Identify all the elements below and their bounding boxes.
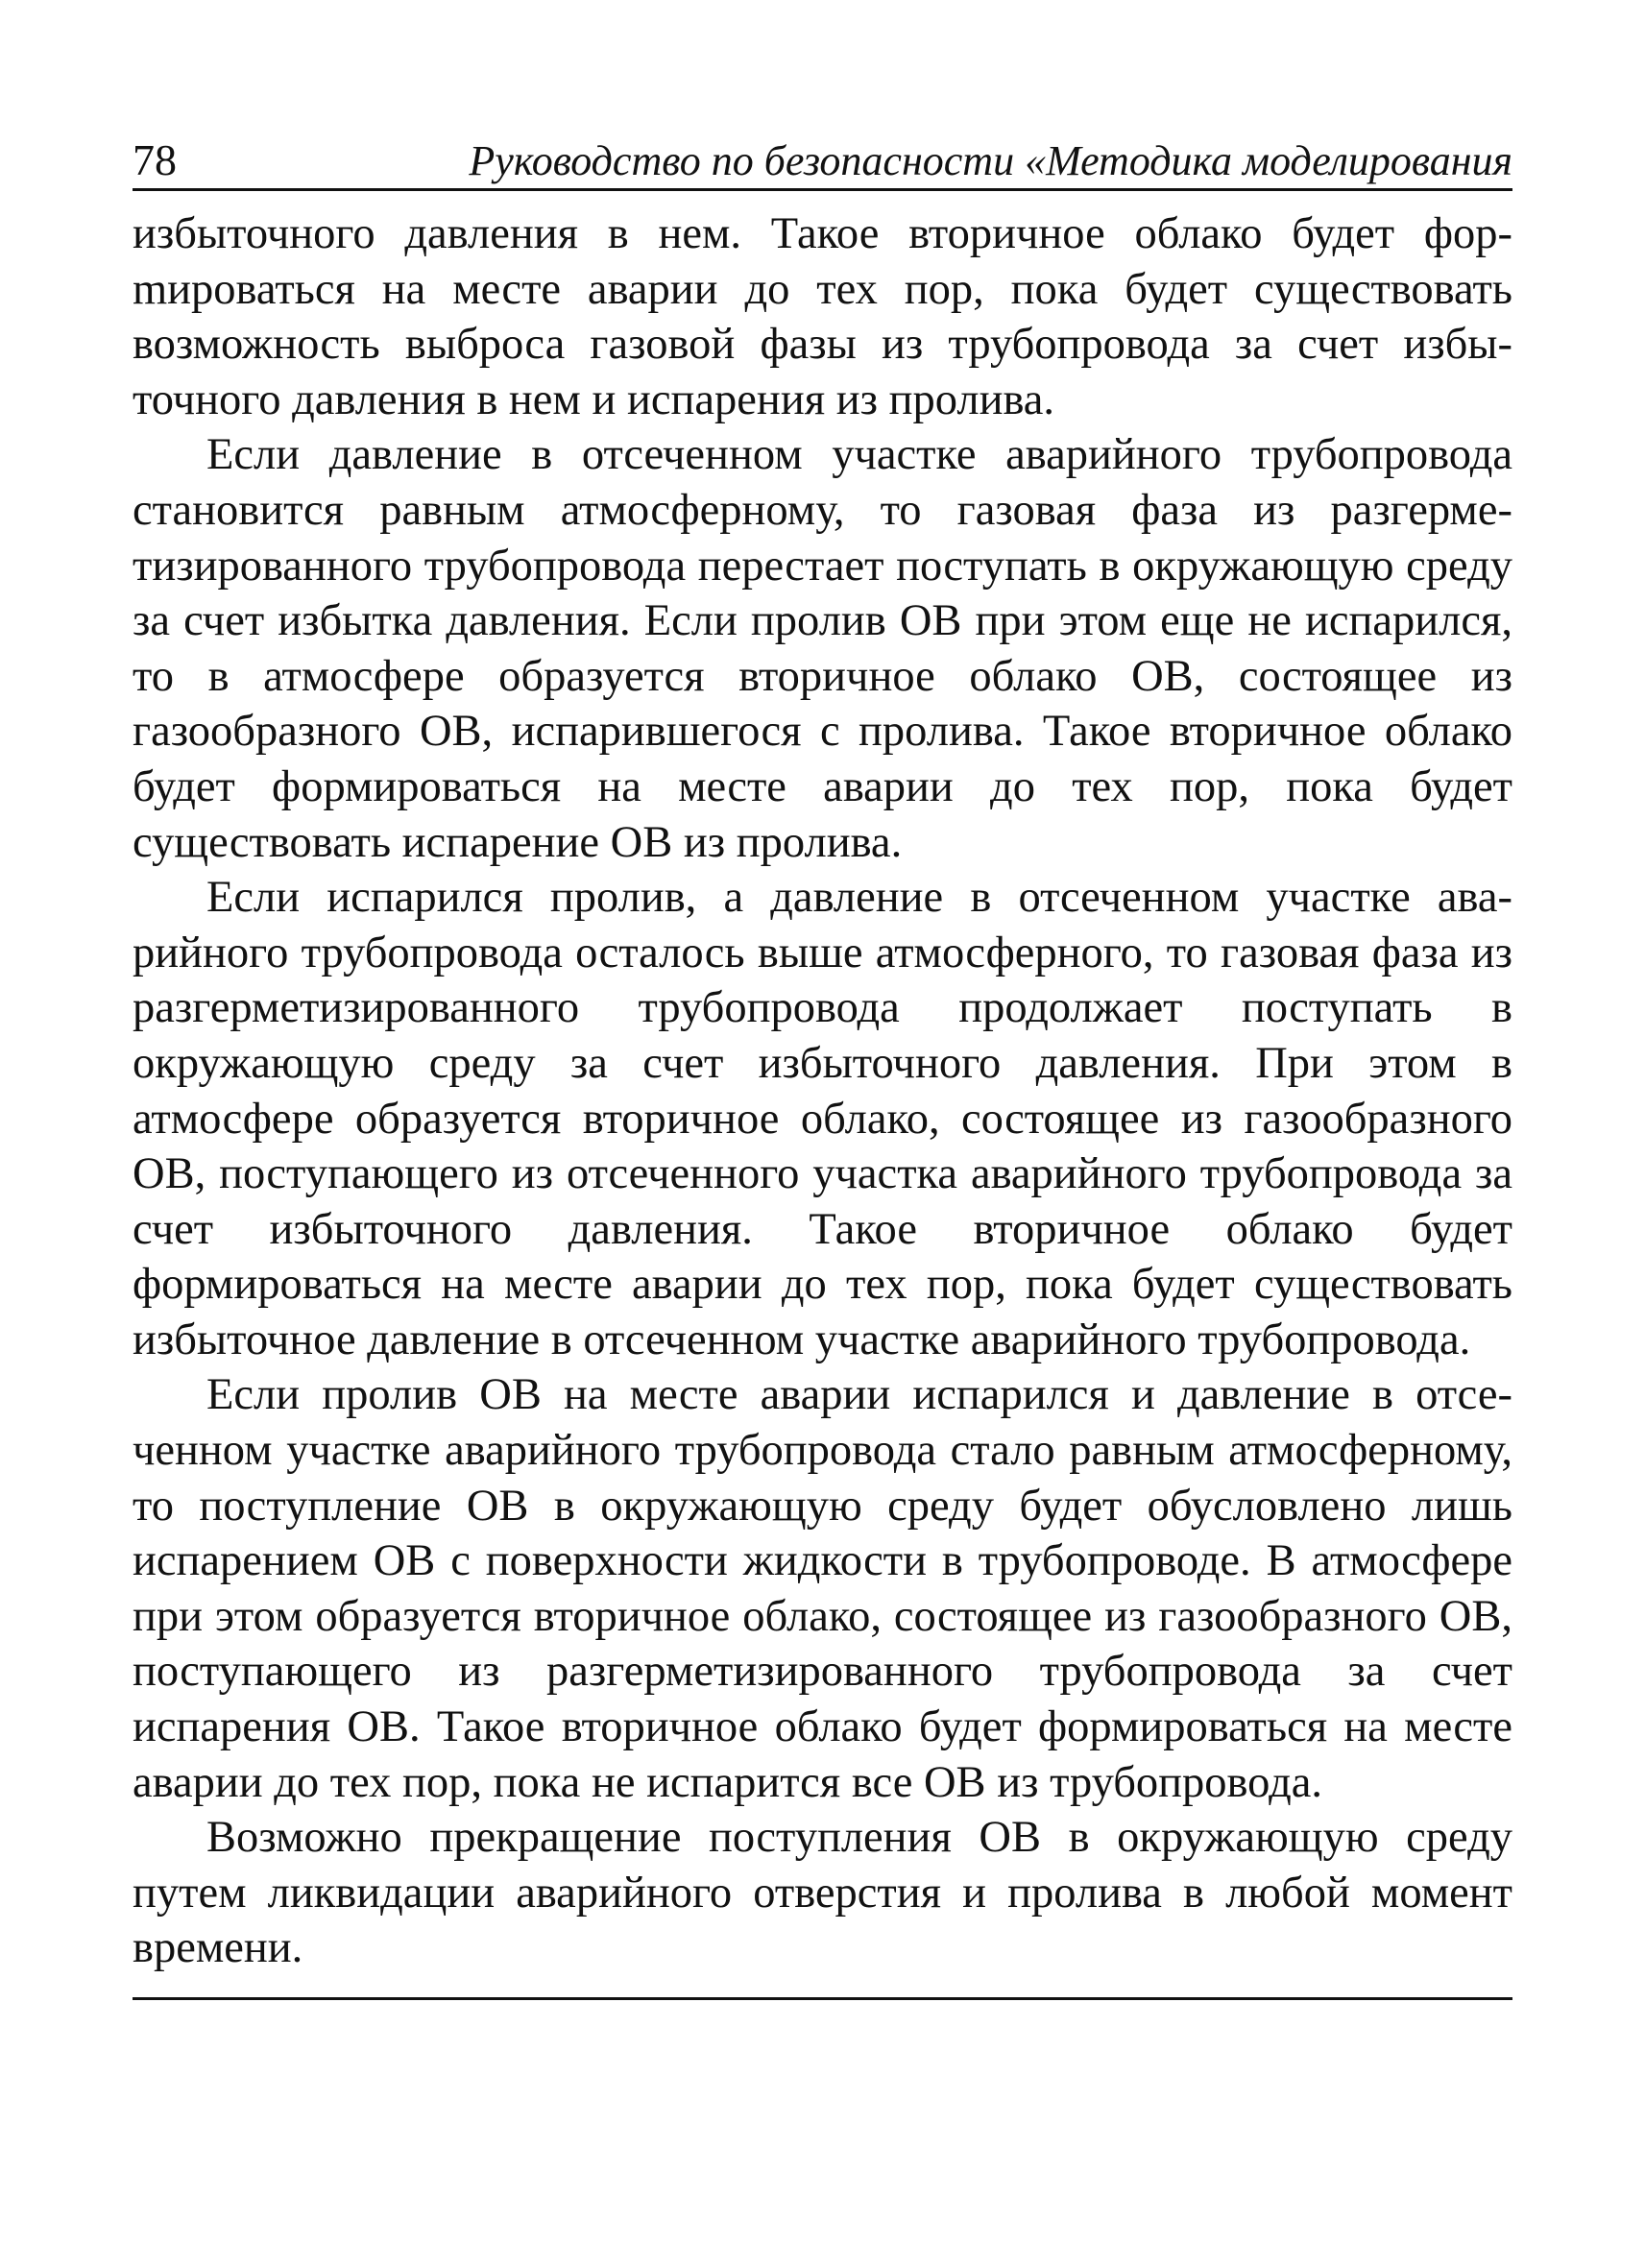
paragraph: Если давление в отсеченном участке аварийного трубопровода становится равным атмосферному, то газовая фаза из разгерметизированного трубопровода перестает поступать в окружающую среду за счет избытка давления. Если пролив ОВ при этом еще не испарился, то в атмосфере образуется вторичное облако ОВ, состоящее из газообразного ОВ, испарившегося с пролива. Такое вторичное облако будет формироваться на месте аварии до тех пор, пока будет существовать испарение ОВ из пролива. xyxy=(133,430,1512,867)
body-text xyxy=(133,206,1512,1976)
paragraph-continued: избыточного давления в нем. Такое вторичное облако будет форmироваться на месте аварии до тех пор, пока будет существовать возможность выброса газовой фазы из трубопровода за счет избыточного давления в нем и испарения из пролива. xyxy=(133,209,1512,424)
paragraph: Если пролив ОВ на месте аварии испарился и давление в отсеченном участке аварийного трубопровода стало равным атмосферному, то поступление ОВ в окружающую среду будет обусловлено лишь испарением ОВ с поверхности жидкости в трубопроводе. В атмосфере при этом образуется вторичное облако, состоящее из газообразного ОВ, поступающего из разгерметизированного трубопровода за счет испарения ОВ. Такое вторичное облако будет формироваться на месте аварии до тех пор, пока не испарится все ОВ из трубопровода. xyxy=(133,1370,1512,1807)
page-number: 78 xyxy=(133,135,177,184)
running-header xyxy=(133,125,1512,191)
running-title: Руководство по безопасности «Методика моделирования xyxy=(469,137,1512,184)
paragraph: Если испарился пролив, а давление в отсеченном участке аварийного трубопровода осталось выше атмосферного, то газовая фаза из разгерметизированного трубопровода продолжает поступать в окружающую среду за счет избыточного давления. При этом в атмосфере образуется вторичное облако, состоящее из газообразного ОВ, поступающего из отсеченного участка аварийного трубопровода за счет избыточного давления. Такое вторичное облако будет формироваться на месте аварии до тех пор, пока будет существовать избыточное давление в отсеченном участке аварийного трубопровода. xyxy=(133,873,1512,1364)
document-page xyxy=(133,125,1512,2000)
bottom-rule xyxy=(133,1997,1512,2000)
paragraph: Возможно прекращение поступления ОВ в окружающую среду путем ликвидации аварийного отверстия и пролива в любой момент времени. xyxy=(133,1813,1512,1973)
